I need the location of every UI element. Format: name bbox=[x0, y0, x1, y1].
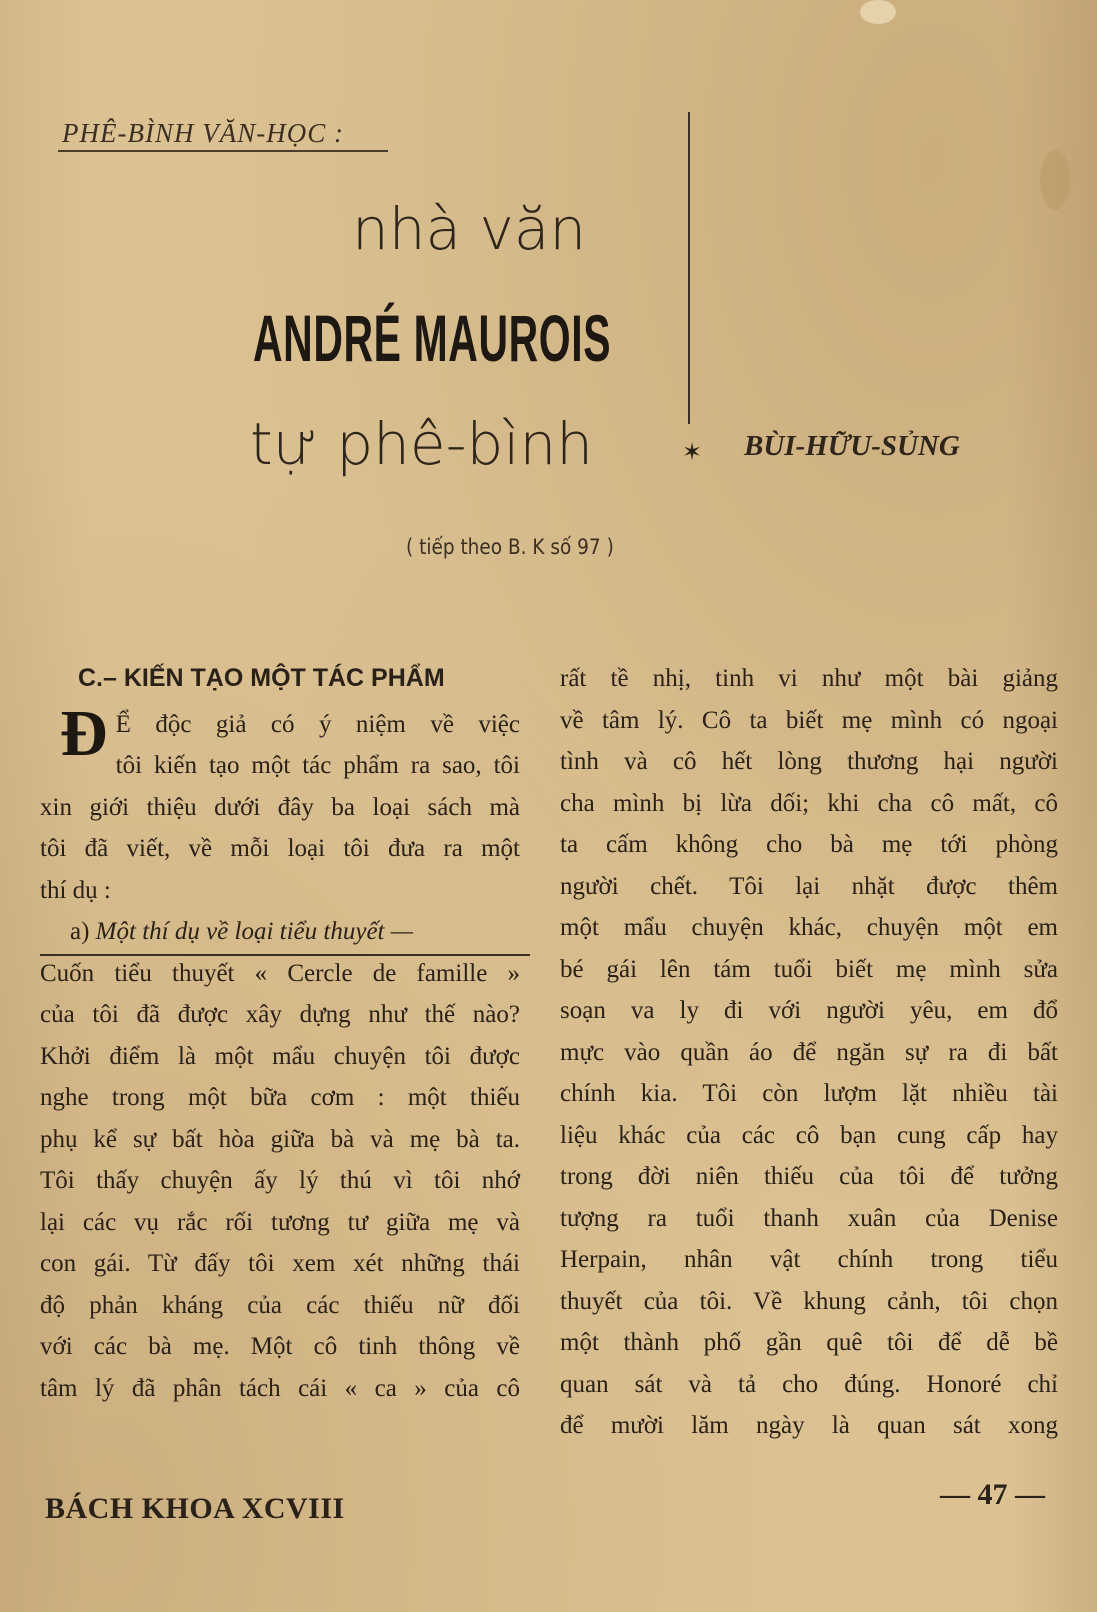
vertical-rule bbox=[688, 112, 690, 424]
paragraph-line: Khởi điểm là một mẩu chuyện tôi được bbox=[40, 1042, 520, 1070]
paragraph-line: tình và cô hết lòng thương hại người bbox=[560, 748, 1058, 775]
paragraph-line: tôi đã viết, về mỗi loại tôi đưa ra một bbox=[40, 835, 520, 862]
page-number: — 47 — bbox=[940, 1478, 1045, 1511]
continuation-note: ( tiếp theo B. K số 97 ) bbox=[406, 535, 614, 559]
paragraph-line: rất tề nhị, tinh vi như một bài giảng bbox=[560, 665, 1058, 692]
paragraph-line: tâm lý đã phân tách cái « ca » của cô bbox=[40, 1374, 520, 1402]
paragraph-line: con gái. Từ đấy tôi xem xét những thái bbox=[40, 1250, 520, 1277]
author-name: BÙI-HỮU-SỦNG bbox=[744, 430, 960, 462]
paragraph-line: độ phản kháng của các thiếu nữ đối bbox=[40, 1291, 520, 1319]
paper-stain bbox=[860, 0, 896, 24]
paragraph-line: Ể độc giả có ý niệm về việc bbox=[115, 710, 520, 738]
paragraph-line: với các bà mẹ. Một cô tinh thông về bbox=[40, 1333, 520, 1360]
paragraph-line: tượng ra tuổi thanh xuân của Denise bbox=[560, 1204, 1058, 1232]
paragraph-line: Cuốn tiểu thuyết « Cercle de famille » bbox=[40, 959, 520, 987]
star-icon: ✶ bbox=[682, 440, 703, 466]
paragraph-line: phụ kể sự bất hòa giữa bà và mẹ bà ta. bbox=[40, 1125, 520, 1153]
subheading-text: Một thí dụ về loại tiểu thuyết — bbox=[95, 918, 413, 945]
title-line-1: nhà văn bbox=[352, 195, 587, 263]
paragraph-line: một mẩu chuyện khác, chuyện một em bbox=[560, 914, 1058, 941]
paragraph-line: trong đời niên thiếu của tôi để tưởng bbox=[560, 1163, 1058, 1190]
paragraph-line: bé gái lên tám tuổi biết mẹ mình sửa bbox=[560, 955, 1058, 983]
paragraph-line: lại các vụ rắc rối tương tư giữa mẹ và bbox=[40, 1208, 520, 1236]
paragraph-line: nghe trong một bữa cơm : một thiếu bbox=[40, 1084, 520, 1111]
paragraph-line: của tôi đã được xây dựng như thế nào? bbox=[40, 1001, 520, 1028]
subheading-prefix: a) bbox=[70, 918, 90, 945]
paragraph-line: xin giới thiệu dưới đây ba loại sách mà bbox=[40, 793, 520, 821]
paragraph-line: một thành phố gần quê tôi để dễ bề bbox=[560, 1329, 1058, 1356]
title-line-2: ANDRÉ MAUROIS bbox=[253, 301, 612, 375]
paragraph-line: về tâm lý. Cô ta biết mẹ mình có ngoại bbox=[560, 706, 1058, 734]
publication-name: BÁCH KHOA XCVIII bbox=[45, 1492, 345, 1525]
left-column bbox=[40, 658, 520, 1409]
paragraph-line: người chết. Tôi lại nhặt được thêm bbox=[560, 872, 1058, 900]
subheading-underline bbox=[40, 954, 530, 956]
paragraph-line: soạn va ly đi với người yêu, em đổ bbox=[560, 997, 1058, 1024]
subheading bbox=[70, 911, 520, 953]
paragraph-line: Tôi thấy chuyện ấy lý thú vì tôi nhớ bbox=[40, 1167, 520, 1194]
paragraph-line: thuyết của tôi. Về khung cảnh, tôi chọn bbox=[560, 1287, 1058, 1315]
right-column bbox=[560, 658, 1058, 1447]
paragraph-line: ta cấm không cho bà mẹ tới phòng bbox=[560, 831, 1058, 858]
drop-cap: Đ bbox=[60, 696, 108, 770]
section-underline bbox=[58, 150, 388, 152]
paragraph-line: chính kia. Tôi còn lượm lặt nhiều tài bbox=[560, 1080, 1058, 1107]
paragraph-line: liệu khác của các cô bạn cung cấp hay bbox=[560, 1121, 1058, 1149]
paragraph-line: thí dụ : bbox=[40, 876, 111, 904]
paragraph-line: tôi kiến tạo một tác phẩm ra sao, tôi bbox=[115, 752, 520, 779]
paragraph-line: mực vào quần áo để ngăn sự ra đi bất bbox=[560, 1038, 1058, 1066]
paragraph-line: để mười lăm ngày là quan sát xong bbox=[560, 1412, 1058, 1439]
title-line-3: tự phê-bình bbox=[250, 410, 593, 478]
paragraph-line: cha mình bị lừa dối; khi cha cô mất, cô bbox=[560, 789, 1058, 817]
paragraph-line: quan sát và tả cho đúng. Honoré chỉ bbox=[560, 1370, 1058, 1398]
paper-stain bbox=[1040, 150, 1070, 210]
section-heading: C.– KIẾN TẠO MỘT TÁC PHẨM bbox=[78, 664, 445, 692]
section-label: PHÊ-BÌNH VĂN-HỌC : bbox=[62, 118, 344, 148]
paragraph-line: Herpain, nhân vật chính trong tiểu bbox=[560, 1246, 1058, 1273]
